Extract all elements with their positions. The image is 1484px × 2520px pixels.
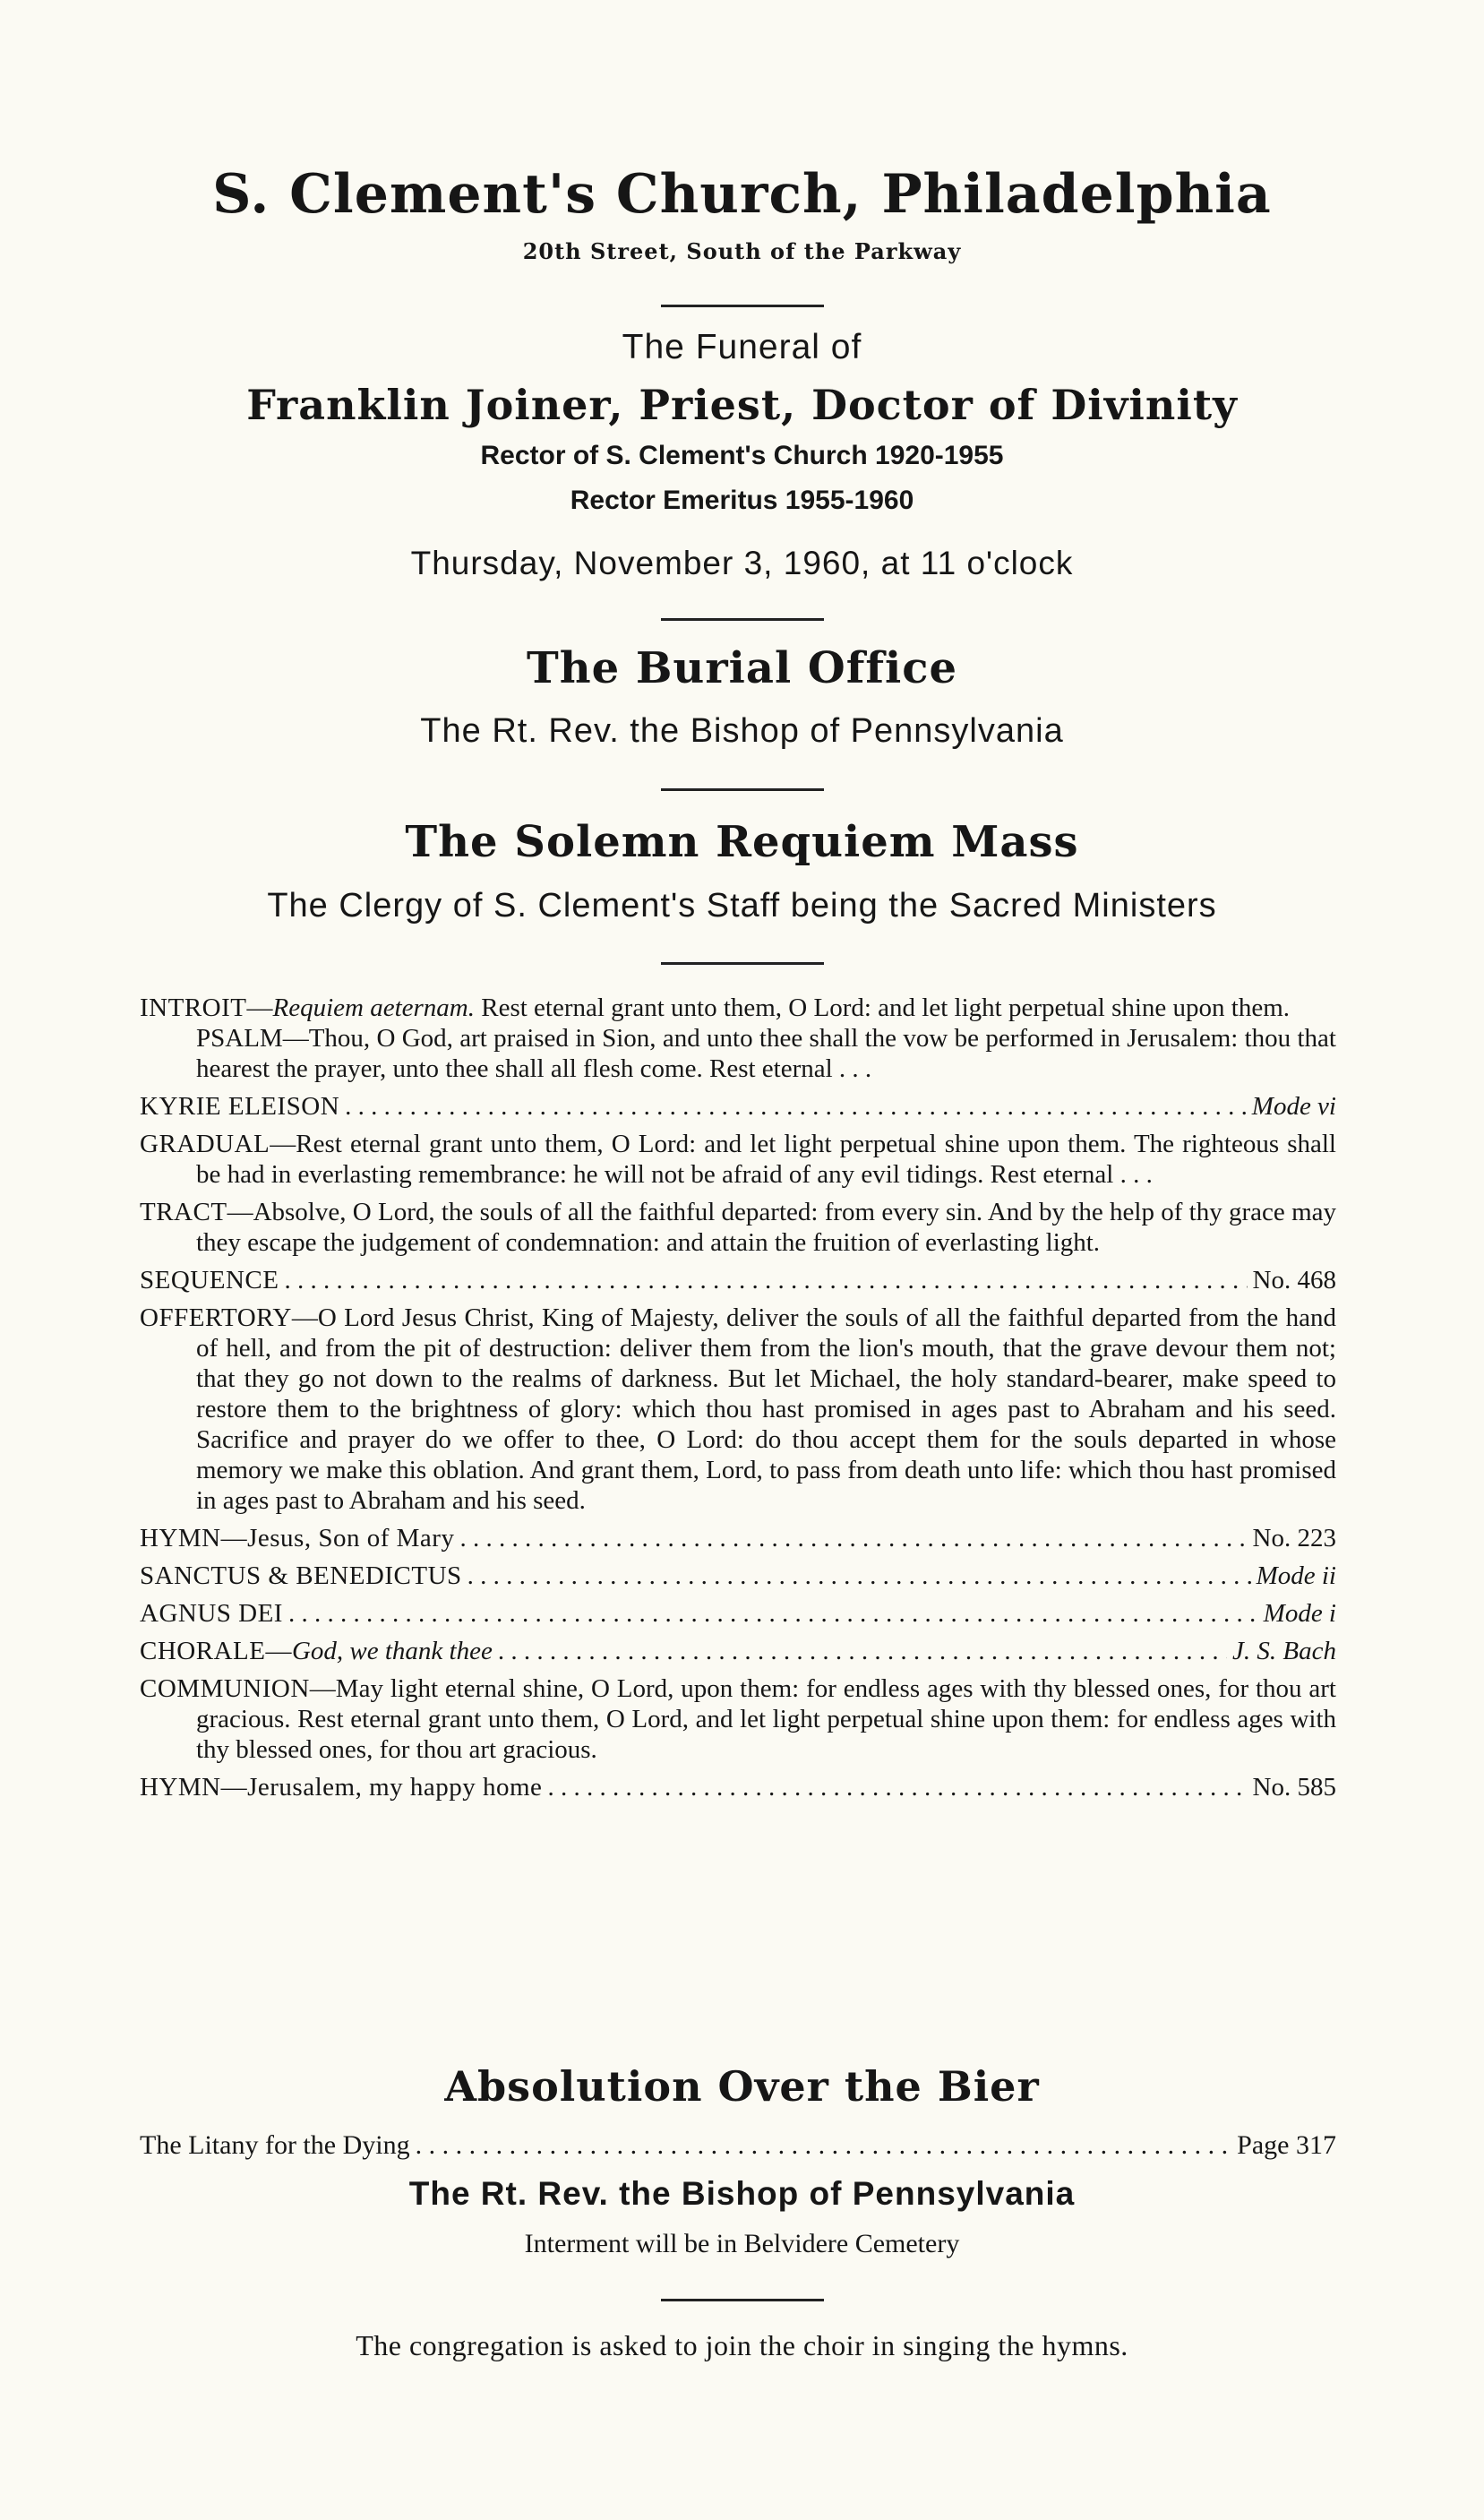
divider bbox=[0, 962, 1484, 965]
item-text: Rest eternal grant unto them, O Lord: and let light perpetual shine upon them. bbox=[481, 993, 1291, 1022]
absolution-heading: Absolution Over the Bier bbox=[444, 2062, 1040, 2111]
interment-note: Interment will be in Belvidere Cemetery bbox=[524, 2229, 960, 2258]
item-label: KYRIE ELEISON bbox=[140, 1092, 340, 1121]
divider bbox=[0, 305, 1484, 307]
item-label: INTROIT bbox=[140, 993, 247, 1022]
item-subtitle: God, we thank thee bbox=[291, 1637, 493, 1665]
divider bbox=[0, 2299, 1484, 2301]
order-of-service bbox=[140, 993, 1336, 1802]
gradual-item: GRADUAL—Rest eternal grant unto them, O Lord: and let light perpetual shine upon them. The righteous shall be had in everlasting remembrance: he will not be afraid of any evil tidings. Rest eternal . . . bbox=[140, 1130, 1336, 1189]
item-value: J. S. Bach bbox=[1232, 1637, 1336, 1665]
service-date: Thursday, November 3, 1960, at 11 o'clock bbox=[410, 545, 1074, 581]
rector-emeritus-years: Rector Emeritus 1955-1960 bbox=[570, 486, 914, 515]
item-value: No. 585 bbox=[1252, 1773, 1336, 1802]
item-value: No. 223 bbox=[1252, 1524, 1336, 1552]
sanctus-item bbox=[140, 1561, 1336, 1591]
item-label: COMMUNION bbox=[140, 1674, 310, 1703]
item-subtitle: Requiem aeternam. bbox=[272, 993, 475, 1022]
leader-dots bbox=[547, 1772, 1247, 1802]
item-text: O Lord Jesus Christ, King of Majesty, deliver the souls of all the faithful departed from the hand of hell, and from the pit of destruction: deliver them from the lion's mouth, that the grave devour them not; that they go not down to the realms of darkness. But let Michael, the holy standard-bearer, make speed to restore them to the brightness of glory: which thou hast promised in ages past to Abraham and his seed. Sacrifice and prayer do we offer to thee, O Lord: do thou accept them for the souls departed in whose memory we make this oblation. And grant them, Lord, to pass from death unto life: which thou hast promised in ages past to Abraham and his seed. bbox=[196, 1303, 1336, 1515]
litany-label: The Litany for the Dying bbox=[140, 2130, 410, 2160]
divider bbox=[0, 618, 1484, 621]
deceased-name: Franklin Joiner, Priest, Doctor of Divinity bbox=[246, 381, 1238, 429]
divider bbox=[0, 788, 1484, 791]
item-label: TRACT bbox=[140, 1198, 227, 1226]
sequence-item bbox=[140, 1265, 1336, 1295]
hymn-item bbox=[140, 1772, 1336, 1802]
hymn-item bbox=[140, 1523, 1336, 1553]
item-label: SEQUENCE bbox=[140, 1266, 279, 1294]
item-label: GRADUAL bbox=[140, 1130, 270, 1158]
item-value: Mode vi bbox=[1251, 1092, 1336, 1121]
offertory-item: OFFERTORY—O Lord Jesus Christ, King of Majesty, deliver the souls of all the faithful departed from the hand of hell, and from the pit of destruction: deliver them from the lion's mouth, that the grave devour them not; that they go not down to the realms of darkness. But let Michael, the holy standard-bearer, make speed to restore them to the brightness of glory: which thou hast promised in ages past to Abraham and his seed. Sacrifice and prayer do we offer to thee, O Lord: do thou accept them for the souls departed in whose memory we make this oblation. And grant them, Lord, to pass from death unto life: which thou hast promised in ages past to Abraham and his seed. bbox=[140, 1303, 1336, 1515]
burial-office-officiant: The Rt. Rev. the Bishop of Pennsylvania bbox=[420, 712, 1064, 750]
item-label: AGNUS DEI bbox=[140, 1599, 283, 1628]
leader-dots bbox=[459, 1523, 1247, 1553]
requiem-mass-ministers: The Clergy of S. Clement's Staff being the Sacred Ministers bbox=[267, 887, 1217, 925]
item-label: CHORALE— bbox=[140, 1637, 292, 1665]
leader-dots bbox=[284, 1265, 1247, 1295]
communion-item: COMMUNION—May light eternal shine, O Lord, upon them: for endless ages with thy blessed ones, for thou art gracious. Rest eternal grant unto them, O Lord, and let light perpetual shine upon them: for endless ages with thy blessed ones, for thou art gracious. bbox=[140, 1674, 1336, 1764]
congregation-note: The congregation is asked to join the choir in singing the hymns. bbox=[356, 2329, 1128, 2361]
chorale-item bbox=[140, 1636, 1336, 1666]
item-value: No. 468 bbox=[1252, 1266, 1336, 1294]
item-value: Mode ii bbox=[1256, 1561, 1336, 1590]
burial-office-heading: The Burial Office bbox=[526, 643, 957, 693]
funeral-intro: The Funeral of bbox=[622, 328, 862, 366]
leader-dots bbox=[498, 1636, 1227, 1666]
leader-dots bbox=[288, 1598, 1258, 1629]
item-label: HYMN—Jesus, Son of Mary bbox=[140, 1524, 455, 1552]
church-address: 20th Street, South of the Parkway bbox=[522, 238, 962, 264]
psalm-text: PSALM—Thou, O God, art praised in Sion, and unto thee shall the vow be performed in Jerusalem: thou that hearest the prayer, unto thee shall all flesh come. Rest eternal . . . bbox=[196, 1024, 1336, 1083]
item-text: May light eternal shine, O Lord, upon them: for endless ages with thy blessed ones, for thou art gracious. Rest eternal grant unto them, O Lord, and let light perpetual shine upon them: for endless ages with thy blessed ones, for thou art gracious. bbox=[196, 1674, 1336, 1764]
leader-dots bbox=[416, 2130, 1232, 2161]
item-label: OFFERTORY bbox=[140, 1303, 292, 1332]
item-value: Mode i bbox=[1263, 1599, 1336, 1628]
leader-dots bbox=[345, 1091, 1247, 1122]
leader-dots bbox=[468, 1561, 1251, 1591]
litany-page: Page 317 bbox=[1237, 2130, 1336, 2160]
church-title: S. Clement's Church, Philadelphia bbox=[212, 163, 1272, 226]
absolution-officiant: The Rt. Rev. the Bishop of Pennsylvania bbox=[408, 2175, 1076, 2212]
item-label: HYMN—Jerusalem, my happy home bbox=[140, 1773, 543, 1802]
item-text: Rest eternal grant unto them, O Lord: and let light perpetual shine upon them. The righteous shall be had in everlasting remembrance: he will not be afraid of any evil tidings. Rest eternal . . . bbox=[196, 1130, 1336, 1189]
requiem-mass-heading: The Solemn Requiem Mass bbox=[405, 817, 1079, 867]
item-text: Absolve, O Lord, the souls of all the faithful departed: from every sin. And by the help of thy grace may they escape the judgement of condemnation: and attain the fruition of everlasting light. bbox=[196, 1198, 1336, 1257]
agnus-item bbox=[140, 1598, 1336, 1629]
introit-item: INTROIT—Requiem aeternam. Rest eternal grant unto them, O Lord: and let light perpetual shine upon them. PSALM—Thou, O God, art praised in Sion, and unto thee shall the vow be performed in Jerusalem: thou that hearest the prayer, unto thee shall all flesh come. Rest eternal . . . bbox=[140, 993, 1336, 1083]
tract-item: TRACT—Absolve, O Lord, the souls of all the faithful departed: from every sin. And by the help of thy grace may they escape the judgement of condemnation: and attain the fruition of everlasting light. bbox=[140, 1198, 1336, 1257]
kyrie-item bbox=[140, 1091, 1336, 1122]
litany-row bbox=[140, 2130, 1336, 2161]
item-label: SANCTUS & BENEDICTUS bbox=[140, 1561, 462, 1590]
rector-years: Rector of S. Clement's Church 1920-1955 bbox=[480, 441, 1004, 470]
